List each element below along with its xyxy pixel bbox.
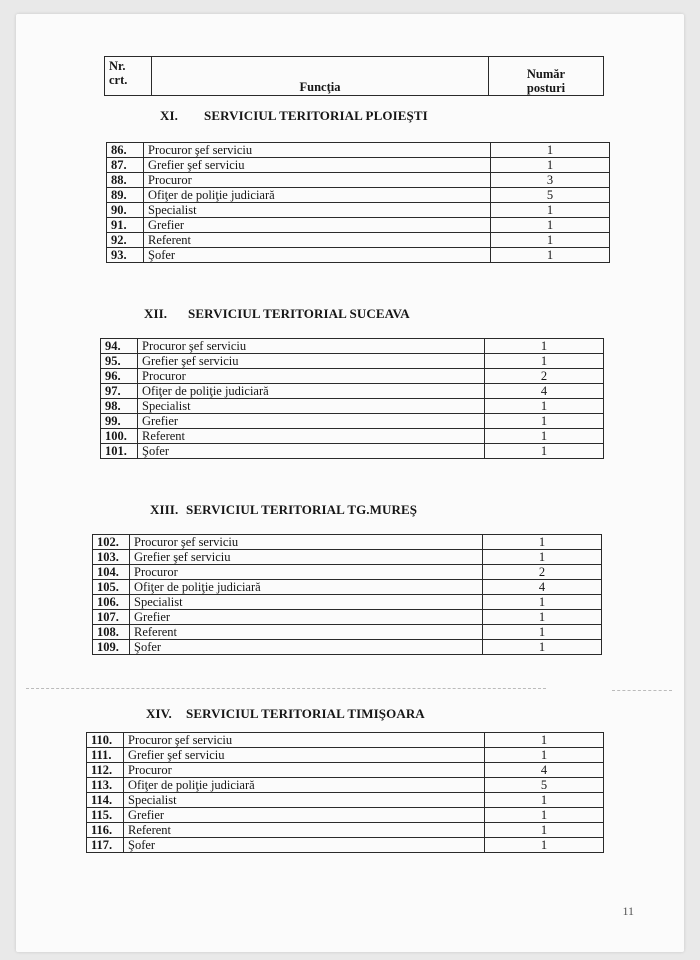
row-function: Ofiţer de poliţie judiciară	[138, 384, 485, 399]
row-number: 92.	[107, 233, 144, 248]
header-crt-label: crt.	[109, 73, 128, 87]
header-posts	[489, 57, 604, 96]
row-function: Grefier	[130, 610, 483, 625]
header-nr-crt	[105, 57, 152, 96]
row-number: 98.	[101, 399, 138, 414]
table-row	[107, 203, 610, 218]
row-number: 94.	[101, 339, 138, 354]
table-row	[107, 233, 610, 248]
row-posts: 1	[485, 339, 604, 354]
row-number: 86.	[107, 143, 144, 158]
row-posts: 1	[491, 218, 610, 233]
row-posts: 1	[483, 610, 602, 625]
table-row	[93, 565, 602, 580]
row-posts: 1	[483, 535, 602, 550]
row-posts: 3	[491, 173, 610, 188]
table-row	[93, 595, 602, 610]
row-function: Procuror	[130, 565, 483, 580]
table-row	[101, 384, 604, 399]
table-row	[87, 793, 604, 808]
row-posts: 5	[485, 778, 604, 793]
row-posts: 4	[485, 384, 604, 399]
table-row	[107, 158, 610, 173]
row-function: Şofer	[130, 640, 483, 655]
row-function: Ofiţer de poliţie judiciară	[130, 580, 483, 595]
row-posts: 1	[491, 248, 610, 263]
section-title-timisoara	[146, 706, 425, 722]
table-row	[93, 580, 602, 595]
table-row	[87, 838, 604, 853]
table-row	[107, 173, 610, 188]
row-number: 93.	[107, 248, 144, 263]
section-title-tgmures	[150, 502, 417, 518]
section-name: SERVICIUL TERITORIAL SUCEAVA	[188, 306, 410, 321]
row-function: Procuror şef serviciu	[144, 143, 491, 158]
row-posts: 4	[483, 580, 602, 595]
scan-artifact-line	[612, 690, 672, 691]
row-number: 97.	[101, 384, 138, 399]
row-function: Specialist	[124, 793, 485, 808]
row-posts: 1	[485, 793, 604, 808]
row-function: Referent	[124, 823, 485, 838]
row-function: Specialist	[144, 203, 491, 218]
row-number: 117.	[87, 838, 124, 853]
section-name: SERVICIUL TERITORIAL TIMIŞOARA	[186, 706, 425, 721]
table-row	[101, 414, 604, 429]
row-function: Şofer	[124, 838, 485, 853]
table-ploiesti	[106, 142, 610, 263]
header-numar-label: Număr	[526, 67, 566, 81]
row-function: Şofer	[144, 248, 491, 263]
row-number: 87.	[107, 158, 144, 173]
table-row	[101, 429, 604, 444]
page-number: 11	[622, 904, 634, 918]
row-function: Procuror	[124, 763, 485, 778]
row-function: Procuror şef serviciu	[130, 535, 483, 550]
row-posts: 1	[485, 354, 604, 369]
row-posts: 1	[485, 733, 604, 748]
row-function: Ofiţer de poliţie judiciară	[124, 778, 485, 793]
row-number: 109.	[93, 640, 130, 655]
section-name: SERVICIUL TERITORIAL TG.MUREŞ	[186, 502, 418, 517]
row-function: Procuror şef serviciu	[138, 339, 485, 354]
row-number: 96.	[101, 369, 138, 384]
section-title-suceava	[144, 306, 410, 322]
row-posts: 2	[485, 369, 604, 384]
table-row	[93, 640, 602, 655]
row-function: Grefier	[124, 808, 485, 823]
row-function: Referent	[138, 429, 485, 444]
section-roman-numeral: XIII.	[150, 502, 179, 517]
row-number: 113.	[87, 778, 124, 793]
document-page	[16, 14, 684, 952]
row-number: 115.	[87, 808, 124, 823]
table-row	[101, 444, 604, 459]
table-row	[93, 550, 602, 565]
row-function: Specialist	[138, 399, 485, 414]
row-function: Specialist	[130, 595, 483, 610]
table-row	[101, 399, 604, 414]
row-number: 106.	[93, 595, 130, 610]
row-posts: 1	[485, 414, 604, 429]
row-function: Ofiţer de poliţie judiciară	[144, 188, 491, 203]
table-row	[107, 248, 610, 263]
row-posts: 1	[485, 808, 604, 823]
row-posts: 1	[485, 399, 604, 414]
row-number: 112.	[87, 763, 124, 778]
row-posts: 1	[483, 550, 602, 565]
row-function: Grefier	[138, 414, 485, 429]
row-posts: 1	[483, 625, 602, 640]
row-function: Şofer	[138, 444, 485, 459]
row-number: 107.	[93, 610, 130, 625]
row-number: 104.	[93, 565, 130, 580]
row-posts: 5	[491, 188, 610, 203]
row-number: 111.	[87, 748, 124, 763]
section-name: SERVICIUL TERITORIAL PLOIEŞTI	[204, 108, 428, 123]
row-number: 100.	[101, 429, 138, 444]
row-number: 110.	[87, 733, 124, 748]
table-row	[101, 369, 604, 384]
row-posts: 1	[491, 143, 610, 158]
row-number: 105.	[93, 580, 130, 595]
table-row	[87, 748, 604, 763]
row-number: 90.	[107, 203, 144, 218]
row-number: 91.	[107, 218, 144, 233]
header-function: Funcţia	[152, 57, 489, 96]
row-function: Referent	[144, 233, 491, 248]
table-row	[101, 354, 604, 369]
row-posts: 2	[483, 565, 602, 580]
table-row	[101, 339, 604, 354]
row-number: 88.	[107, 173, 144, 188]
table-row	[93, 610, 602, 625]
row-number: 101.	[101, 444, 138, 459]
header-posturi-label: posturi	[526, 81, 566, 95]
table-suceava	[100, 338, 604, 459]
row-number: 89.	[107, 188, 144, 203]
table-row	[87, 808, 604, 823]
table-row	[93, 625, 602, 640]
row-posts: 1	[491, 203, 610, 218]
row-posts: 1	[485, 823, 604, 838]
section-roman-numeral: XII.	[144, 306, 168, 321]
row-function: Procuror	[138, 369, 485, 384]
row-number: 108.	[93, 625, 130, 640]
row-posts: 1	[491, 233, 610, 248]
row-posts: 1	[491, 158, 610, 173]
row-posts: 1	[485, 444, 604, 459]
table-row	[107, 218, 610, 233]
row-posts: 1	[483, 595, 602, 610]
column-header-row	[105, 57, 604, 96]
row-function: Grefier	[144, 218, 491, 233]
row-number: 95.	[101, 354, 138, 369]
row-function: Procuror	[144, 173, 491, 188]
table-tgmures	[92, 534, 602, 655]
table-timisoara	[86, 732, 604, 853]
table-row	[87, 823, 604, 838]
table-row	[87, 778, 604, 793]
column-header-table	[104, 56, 604, 96]
row-posts: 1	[485, 838, 604, 853]
table-row	[107, 143, 610, 158]
row-function: Grefier şef serviciu	[130, 550, 483, 565]
table-row	[87, 763, 604, 778]
table-row	[107, 188, 610, 203]
row-posts: 4	[485, 763, 604, 778]
table-row	[93, 535, 602, 550]
row-function: Grefier şef serviciu	[144, 158, 491, 173]
row-function: Grefier şef serviciu	[124, 748, 485, 763]
row-number: 102.	[93, 535, 130, 550]
header-nr-label: Nr.	[109, 59, 126, 73]
row-number: 103.	[93, 550, 130, 565]
section-roman-numeral: XIV.	[146, 706, 172, 721]
row-posts: 1	[485, 429, 604, 444]
section-title-ploiesti	[160, 108, 428, 124]
row-number: 114.	[87, 793, 124, 808]
section-roman-numeral: XI.	[160, 108, 178, 123]
scan-artifact-line	[26, 688, 546, 689]
row-number: 116.	[87, 823, 124, 838]
table-row	[87, 733, 604, 748]
row-number: 99.	[101, 414, 138, 429]
row-posts: 1	[483, 640, 602, 655]
row-function: Grefier şef serviciu	[138, 354, 485, 369]
row-function: Procuror şef serviciu	[124, 733, 485, 748]
row-posts: 1	[485, 748, 604, 763]
row-function: Referent	[130, 625, 483, 640]
